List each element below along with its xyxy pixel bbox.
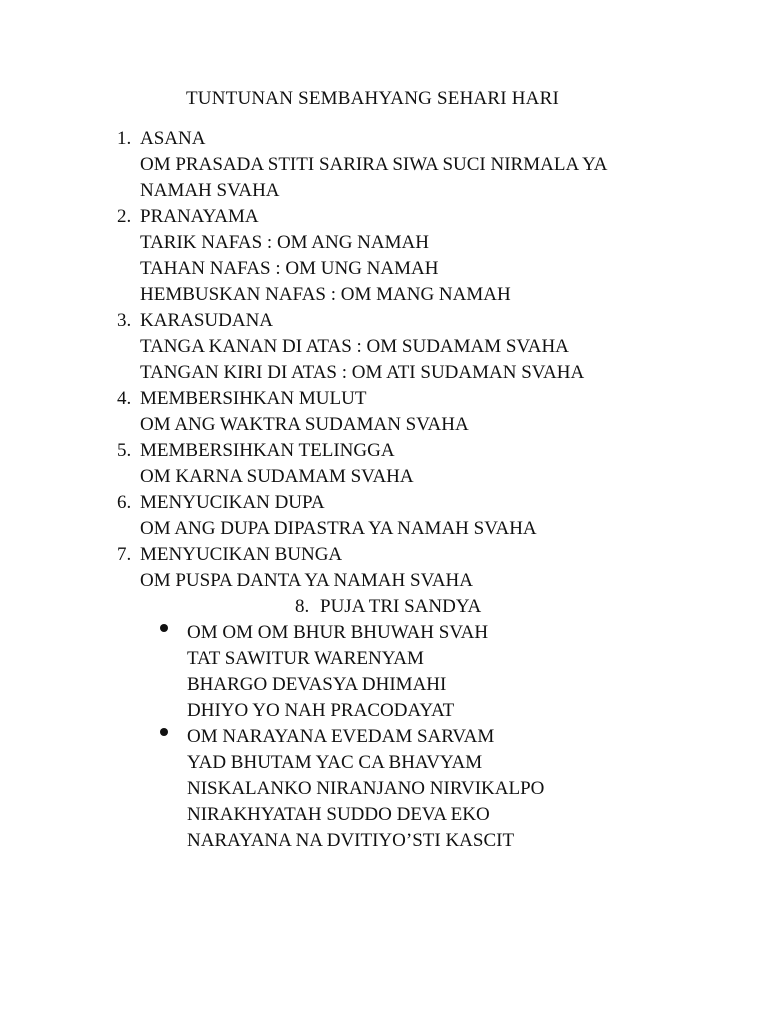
- item-number: 3.: [117, 310, 132, 331]
- item-line: TAHAN NAFAS : OM UNG NAMAH: [140, 258, 439, 279]
- bullet-icon: [160, 728, 168, 736]
- bullet-line: DHIYO YO NAH PRACODAYAT: [187, 700, 455, 721]
- item-line: TARIK NAFAS : OM ANG NAMAH: [140, 232, 429, 253]
- item-number: 6.: [117, 492, 132, 513]
- item-heading: KARASUDANA: [140, 310, 274, 331]
- item-number: 7.: [117, 544, 132, 565]
- item-heading: PUJA TRI SANDYA: [320, 596, 482, 617]
- item-line: OM ANG WAKTRA SUDAMAN SVAHA: [140, 414, 469, 435]
- bullet-line: BHARGO DEVASYA DHIMAHI: [187, 674, 447, 695]
- item-line: OM KARNA SUDAMAM SVAHA: [140, 466, 414, 487]
- bullet-line: NISKALANKO NIRANJANO NIRVIKALPO: [187, 778, 545, 799]
- bullet-line: OM NARAYANA EVEDAM SARVAM: [187, 726, 495, 747]
- item-number: 2.: [117, 206, 132, 227]
- item-number: 5.: [117, 440, 132, 461]
- item-line: NAMAH SVAHA: [140, 180, 280, 201]
- item-line: TANGAN KIRI DI ATAS : OM ATI SUDAMAN SVAHA: [140, 362, 585, 383]
- bullet-icon: [160, 624, 168, 632]
- bullet-line: OM OM OM BHUR BHUWAH SVAH: [187, 622, 489, 643]
- item-number: 4.: [117, 388, 132, 409]
- bullet-line: YAD BHUTAM YAC CA BHAVYAM: [187, 752, 483, 773]
- item-heading: MENYUCIKAN DUPA: [140, 492, 325, 513]
- item-heading: PRANAYAMA: [140, 206, 259, 227]
- item-heading: MEMBERSIHKAN TELINGGA: [140, 440, 395, 461]
- item-number: 1.: [117, 128, 132, 149]
- item-heading: ASANA: [140, 128, 206, 149]
- item-line: HEMBUSKAN NAFAS : OM MANG NAMAH: [140, 284, 511, 305]
- bullet-line: NIRAKHYATAH SUDDO DEVA EKO: [187, 804, 490, 825]
- item-line: OM ANG DUPA DIPASTRA YA NAMAH SVAHA: [140, 518, 537, 539]
- bullet-line: TAT SAWITUR WARENYAM: [187, 648, 424, 669]
- document-title: TUNTUNAN SEMBAHYANG SEHARI HARI: [186, 88, 560, 109]
- item-number: 8.: [295, 596, 310, 617]
- bullet-line: NARAYANA NA DVITIYO’STI KASCIT: [187, 830, 515, 851]
- item-line: TANGA KANAN DI ATAS : OM SUDAMAM SVAHA: [140, 336, 569, 357]
- item-heading: MENYUCIKAN BUNGA: [140, 544, 343, 565]
- item-heading: MEMBERSIHKAN MULUT: [140, 388, 367, 409]
- item-line: OM PRASADA STITI SARIRA SIWA SUCI NIRMALA YA: [140, 154, 608, 175]
- item-line: OM PUSPA DANTA YA NAMAH SVAHA: [140, 570, 474, 591]
